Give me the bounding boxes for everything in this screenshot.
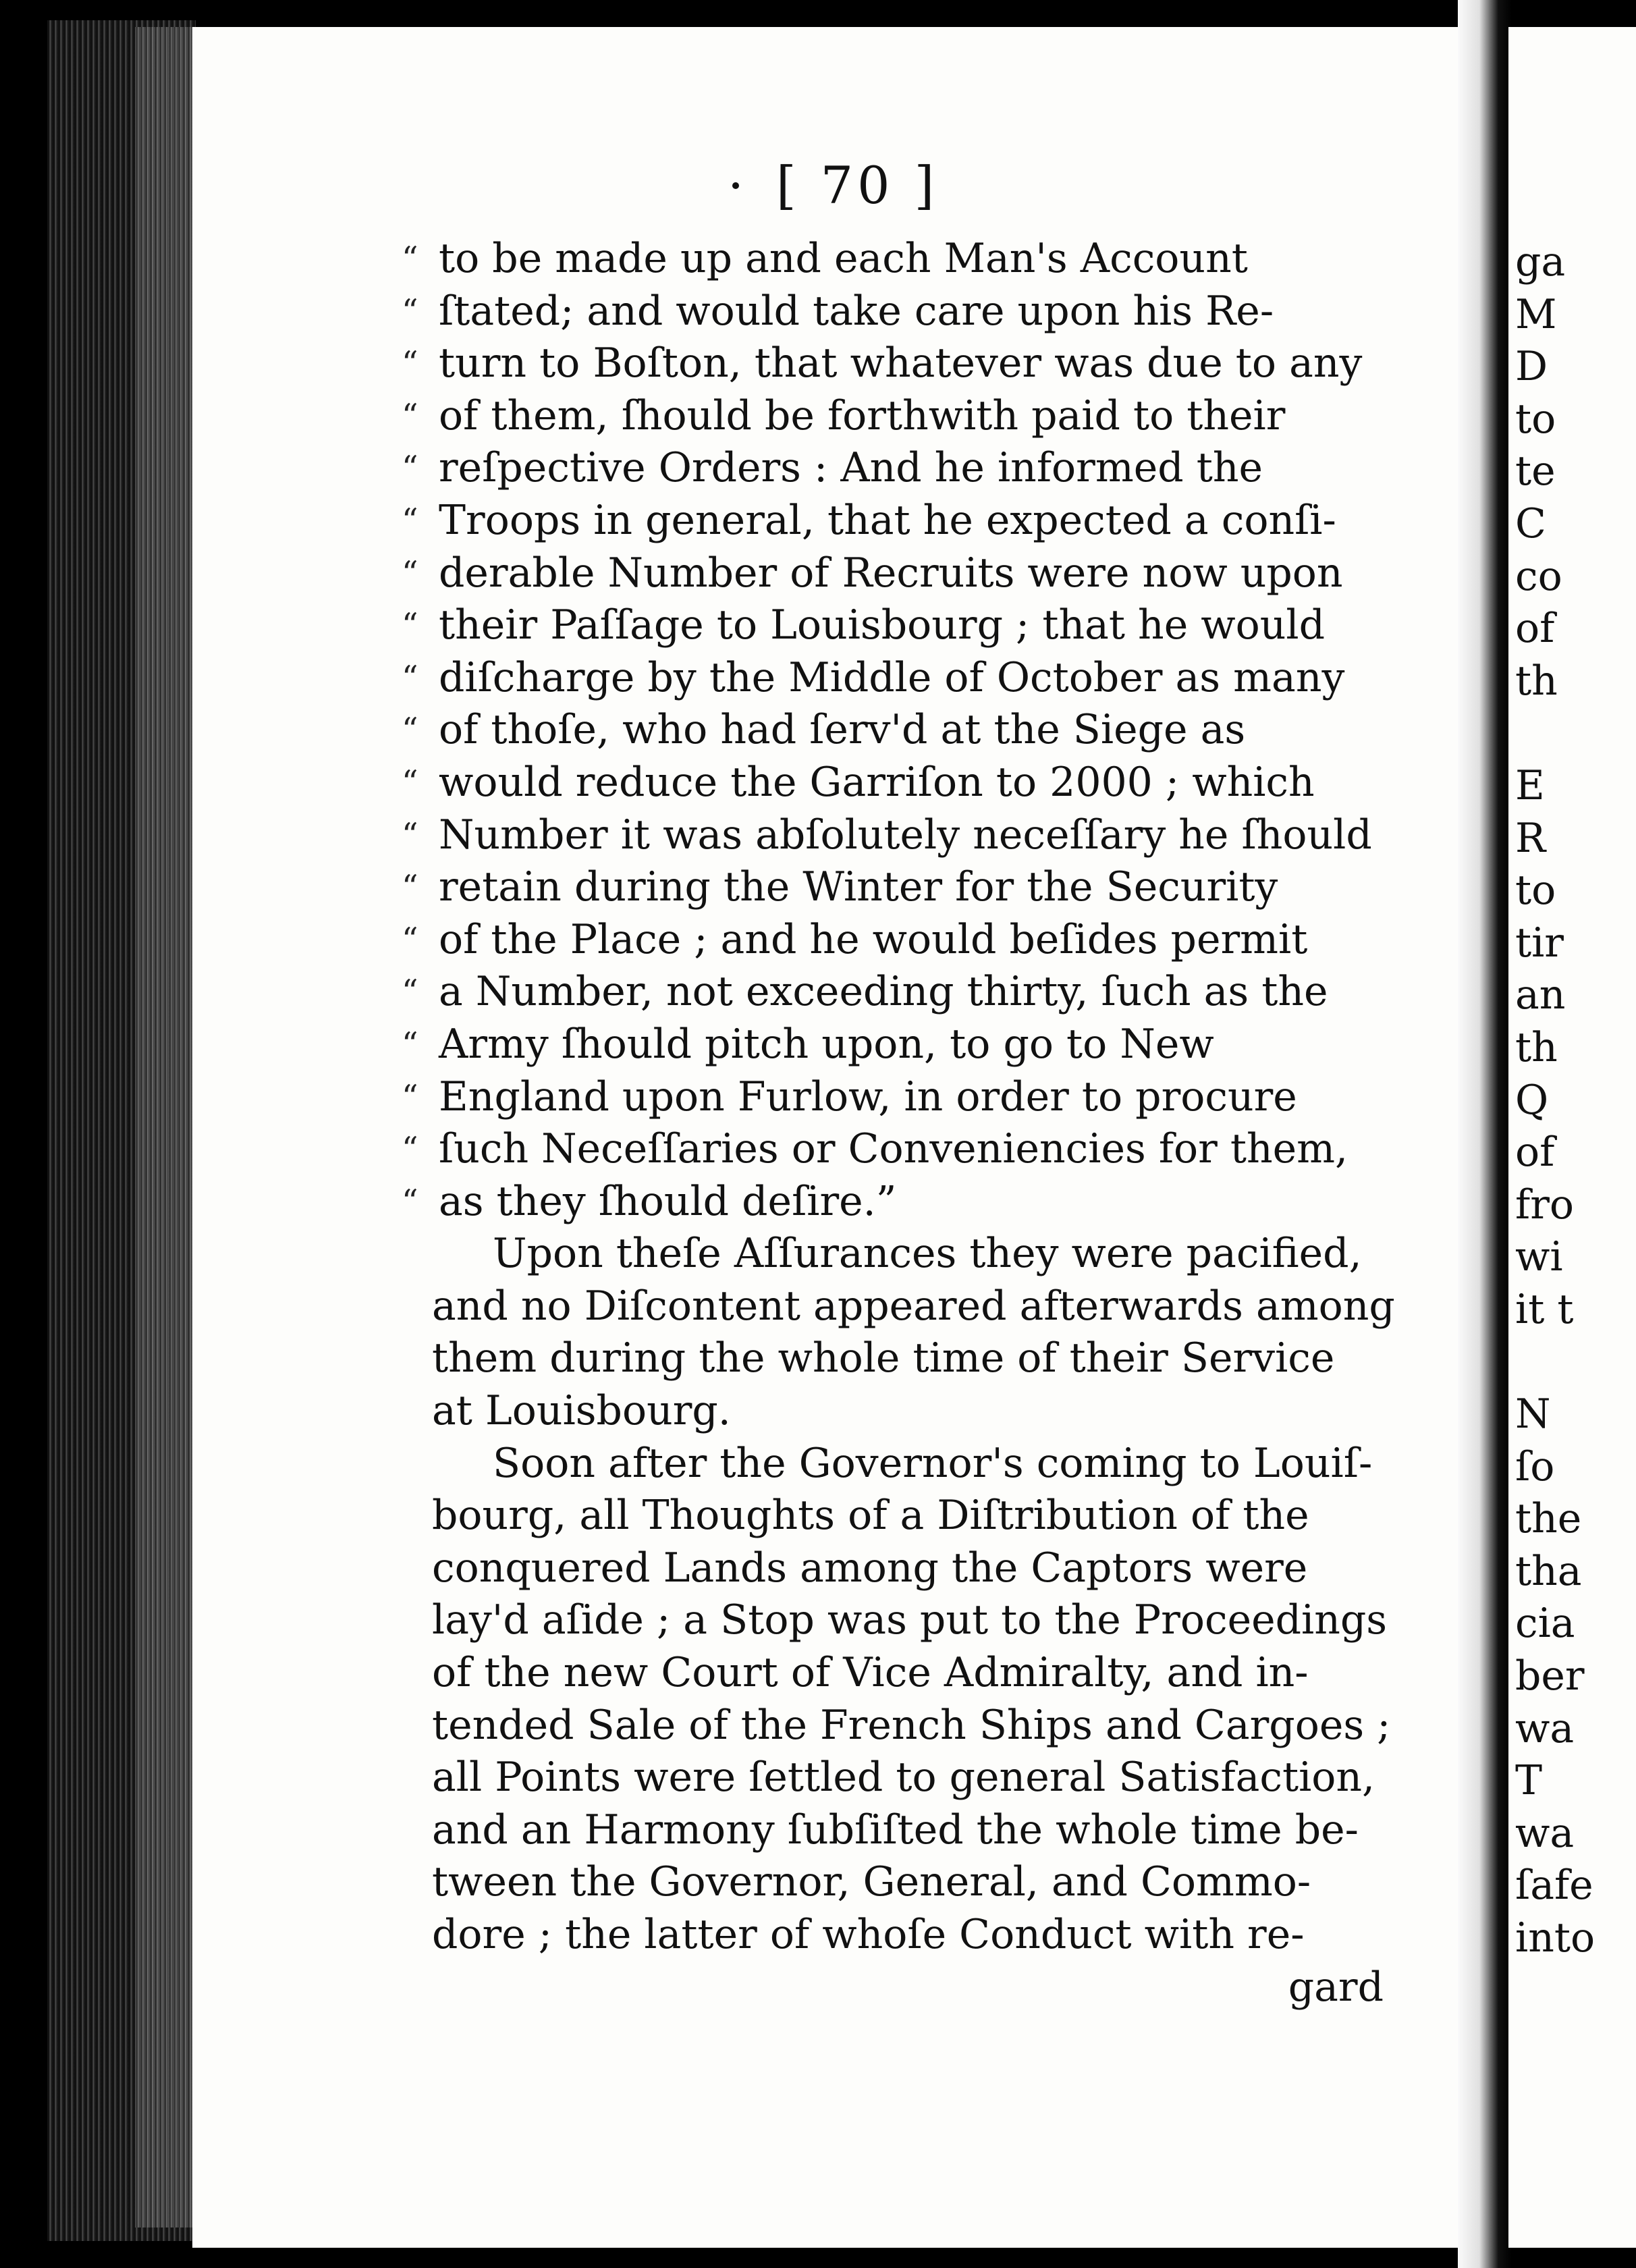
line-text: retain during the Winter for the Security <box>439 863 1278 911</box>
quotation-mark: “ <box>402 554 418 592</box>
paragraph-3-line <box>432 1647 1384 1700</box>
quoted-text-line <box>402 914 1384 967</box>
quoted-text-line <box>402 1123 1384 1176</box>
right-page-fragment: wi <box>1515 1233 1563 1281</box>
right-page-fragment: of <box>1515 605 1555 653</box>
line-text: of the new Court of Vice Admiralty, and in- <box>432 1649 1309 1697</box>
line-text: of them, ſhould be forthwith paid to their <box>439 392 1286 439</box>
line-text: England upon Furlow, in order to procure <box>439 1073 1297 1120</box>
line-text: them during the whole time of their Service <box>432 1334 1335 1382</box>
paragraph-3-line <box>432 1752 1384 1804</box>
right-page-fragment: ſo <box>1515 1442 1555 1490</box>
quotation-mark: “ <box>402 292 418 330</box>
right-page-fragment: M <box>1515 290 1557 338</box>
right-page-fragment: an <box>1515 971 1566 1019</box>
line-text: tween the Governor, General, and Commo- <box>432 1858 1311 1906</box>
line-text: tended Sale of the French Ships and Cargoes ; <box>432 1701 1391 1749</box>
right-page-fragment: te <box>1515 448 1556 495</box>
line-text: a Number, not exceeding thirty, ſuch as the <box>439 968 1328 1016</box>
right-page-fragment: th <box>1515 657 1558 705</box>
line-text: all Points were ſettled to general Satisfaction, <box>432 1754 1375 1802</box>
line-text: as they ſhould deſire.” <box>439 1177 897 1225</box>
line-text: reſpective Orders : And he informed the <box>439 444 1263 492</box>
quotation-mark: “ <box>402 973 418 1011</box>
book-gutter <box>1458 0 1512 2268</box>
right-page-fragment: wa <box>1515 1809 1575 1857</box>
right-page-fragment: ber <box>1515 1652 1585 1700</box>
quoted-text-line <box>402 547 1384 600</box>
right-page-fragment: wa <box>1515 1704 1575 1752</box>
line-text: gard <box>1288 1963 1384 2011</box>
quoted-text-line <box>402 652 1384 705</box>
quoted-text-line <box>402 1071 1384 1124</box>
line-text: Upon theſe Aſſurances they were pacified, <box>493 1230 1362 1278</box>
right-page-fragment: R <box>1515 814 1546 862</box>
quotation-mark: “ <box>402 658 418 697</box>
line-text: bourg, all Thoughts of a Diſtribution of the <box>432 1492 1309 1540</box>
right-page-fragment: E <box>1515 761 1545 809</box>
quotation-mark: “ <box>402 1130 418 1168</box>
line-text: diſcharge by the Middle of October as many <box>439 653 1345 701</box>
right-page-fragment: into <box>1515 1914 1596 1962</box>
quotation-mark: “ <box>402 240 418 277</box>
page-number: [ 70 ] <box>776 155 939 215</box>
right-page-fragment: it t <box>1515 1285 1574 1333</box>
line-text: Troops in general, that he expected a conſi- <box>439 496 1336 544</box>
quoted-text-line <box>402 599 1384 652</box>
quotation-mark: “ <box>402 1077 418 1116</box>
line-text: Army ſhould pitch upon, to go to New <box>439 1020 1214 1068</box>
right-page-fragment: to <box>1515 867 1556 915</box>
line-text: turn to Boſton, that whatever was due to any <box>439 340 1363 387</box>
line-text: dore ; the latter of whoſe Conduct with re- <box>432 1911 1305 1958</box>
right-page-fragment: T <box>1515 1757 1543 1805</box>
quoted-text-line <box>402 338 1384 390</box>
paragraph-2-line <box>432 1385 1384 1438</box>
quotation-mark: “ <box>402 815 418 854</box>
quoted-text-line <box>402 966 1384 1019</box>
line-text: Number it was abſolutely neceſſary he ſhould <box>439 811 1372 859</box>
right-page-fragment <box>1515 707 1596 760</box>
quoted-text-line <box>402 390 1384 443</box>
right-page-fragment: ſafe <box>1515 1862 1593 1910</box>
right-page-text-fragments <box>1515 236 1596 1965</box>
right-page-fragment: to <box>1515 395 1556 443</box>
quoted-text-line <box>402 495 1384 547</box>
paragraph-3-line <box>432 1856 1384 1909</box>
line-text: conquered Lands among the Captors were <box>432 1544 1308 1592</box>
line-text: and no Diſcontent appeared afterwards among <box>432 1282 1395 1330</box>
quoted-text-line <box>402 442 1384 495</box>
line-text: Soon after the Governor's coming to Louiſ- <box>493 1439 1373 1487</box>
line-text: and an Harmony ſubſiſted the whole time be- <box>432 1806 1359 1854</box>
line-text: would reduce the Garriſon to 2000 ; which <box>439 758 1315 806</box>
catchword <box>432 1962 1384 2014</box>
paragraph-3-line <box>432 1438 1384 1490</box>
right-page-fragment: tir <box>1515 919 1564 967</box>
line-text: of thoſe, who had ſerv'd at the Siege as <box>439 706 1246 754</box>
quotation-mark: “ <box>402 1182 418 1220</box>
right-page-fragment: C <box>1515 500 1546 547</box>
right-page-fragment: ga <box>1515 238 1566 286</box>
quotation-mark: “ <box>402 396 418 435</box>
quoted-text-line <box>402 861 1384 914</box>
right-page-fragment: tha <box>1515 1547 1582 1595</box>
page-body-text <box>402 233 1395 2014</box>
quotation-mark: “ <box>402 711 418 749</box>
line-text: at Louisbourg. <box>432 1387 731 1435</box>
right-page-fragment: D <box>1515 343 1548 391</box>
paragraph-3-line <box>432 1594 1388 1647</box>
right-page-fragment <box>1515 1336 1596 1388</box>
quotation-mark: “ <box>402 449 418 487</box>
quotation-mark: “ <box>402 920 418 959</box>
right-page-fragment: fro <box>1515 1181 1575 1228</box>
right-page <box>1508 27 1636 2248</box>
line-text: their Paſſage to Louisbourg ; that he would <box>439 601 1325 649</box>
right-page-fragment: the <box>1515 1495 1582 1543</box>
line-text: ſtated; and would take care upon his Re- <box>439 287 1274 335</box>
line-text: to be made up and each Man's Account <box>439 235 1248 282</box>
ink-dot <box>732 182 739 189</box>
quotation-mark: “ <box>402 1025 418 1063</box>
right-page-fragment: N <box>1515 1390 1551 1438</box>
paragraph-2-line <box>432 1332 1384 1385</box>
line-text: derable Number of Recruits were now upon <box>439 549 1343 597</box>
quoted-text-line <box>402 704 1384 757</box>
right-page-fragment: th <box>1515 1023 1558 1071</box>
quoted-text-line <box>402 286 1384 338</box>
right-page-fragment: cia <box>1515 1600 1575 1648</box>
quoted-text-line <box>402 809 1384 862</box>
quoted-text-line <box>402 1019 1384 1071</box>
quoted-text-line <box>402 233 1384 286</box>
paragraph-3-line <box>432 1490 1384 1542</box>
right-page-fragment: of <box>1515 1129 1555 1177</box>
line-text: of the Place ; and he would beſides permit <box>439 915 1308 963</box>
paragraph-3-line <box>432 1700 1391 1752</box>
paragraph-2-line <box>432 1280 1395 1333</box>
right-page-fragment: Q <box>1515 1076 1549 1124</box>
line-text: lay'd aſide ; a Stop was put to the Proceedings <box>432 1596 1388 1644</box>
paragraph-3-line <box>432 1542 1384 1595</box>
quotation-mark: “ <box>402 344 418 383</box>
paragraph-3-line <box>432 1909 1384 1962</box>
quoted-text-line <box>402 757 1384 809</box>
right-page-fragment: co <box>1515 552 1562 600</box>
quotation-mark: “ <box>402 606 418 645</box>
line-text: ſuch Neceſſaries or Conveniencies for them, <box>439 1125 1348 1173</box>
quoted-text-line <box>402 1176 1384 1228</box>
book-page-edges <box>135 27 196 2228</box>
quotation-mark: “ <box>402 501 418 539</box>
paragraph-2-line <box>432 1228 1384 1280</box>
quotation-mark: “ <box>402 868 418 907</box>
paragraph-3-line <box>432 1804 1384 1857</box>
quotation-mark: “ <box>402 763 418 801</box>
